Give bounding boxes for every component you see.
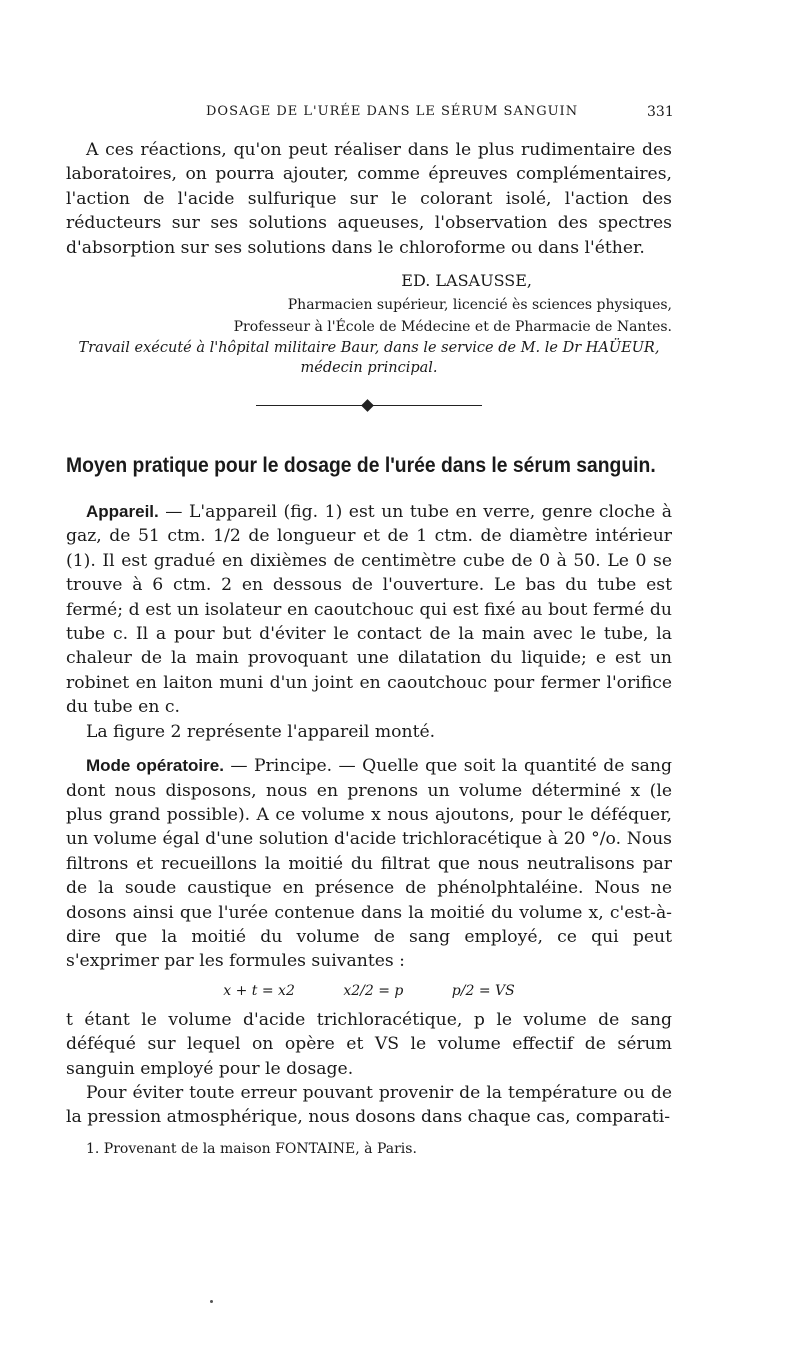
page-body	[66, 138, 672, 1130]
section-divider	[256, 400, 482, 412]
definition-paragraph: t étant le volume d'acide trichloracétique, p le volume de sang déféqué sur lequel on opère et VS le volume effectif de sérum sanguin employé pour le dosage.	[66, 1009, 672, 1079]
footnote: 1. Provenant de la maison FONTAINE, à Paris.	[86, 1141, 417, 1157]
print-speck	[210, 1300, 213, 1303]
figure-reference: La figure 2 représente l'appareil monté.	[86, 721, 436, 742]
formula-row	[66, 974, 672, 1008]
author-title-1: Pharmacien supérieur, licencié ès sciences physiques,	[287, 297, 672, 314]
apparatus-heading: Appareil.	[86, 502, 159, 522]
work-note: Travail exécuté à l'hôpital militaire Baur, dans le service de M. le Dr HAÜEUR, médecin principal.	[78, 340, 660, 377]
article-title: Moyen pratique pour le dosage de l'urée dans le sérum sanguin.	[66, 454, 656, 478]
procedure-paragraph	[66, 754, 672, 974]
apparatus-text: — L'appareil (fig. 1) est un tube en verre, genre cloche à gaz, de 51 ctm. 1/2 de longueur et de 1 ctm. de diamètre intérieur (1). Il est gradué en dixièmes de centimètre cube de 0 à 50. Le 0 se trouve à 6 ctm. 2 en dessous de l'ouverture. Le bas du tube est fermé; d est un isolateur en caoutchouc qui est fixé au bout fermé du tube c. Il a pour but d'éviter le contact de la main avec le tube, la chaleur de la main provoquant une dilatation du liquide; e est un robinet en laiton muni d'un joint en caoutchouc pour fermer l'orifice du tube en c.	[66, 502, 672, 718]
signature-block	[66, 268, 672, 338]
author-title-2: Professeur à l'École de Médecine et de Pharmacie de Nantes.	[233, 319, 672, 336]
running-title: DOSAGE DE L'URÉE DANS LE SÉRUM SANGUIN	[206, 104, 579, 119]
author-name: ED. LASAUSSE,	[401, 271, 532, 291]
formula-2: x2/2 = p	[343, 982, 404, 999]
apparatus-paragraph	[66, 500, 672, 720]
procedure-text: — Principe. — Quelle que soit la quantité de sang dont nous disposons, nous en prenons un volume déterminé x (le plus grand possible). A ce volume x nous ajoutons, pour le déféquer, un volume égal d'une solution d'acide trichloracétique à 20 °/o. Nous filtrons et recueillons la moitié du filtrat que nous neutralisons par de la soude caustique en présence de phénolphtaléine. Nous ne dosons ainsi que l'urée contenue dans la moitié du volume x, c'est-à-dire que la moitié du volume de sang employé, ce qui peut s'exprimer par les formules suivantes :	[66, 756, 672, 972]
procedure-heading: Mode opératoire.	[86, 756, 224, 776]
formula-3: p/2 = VS	[451, 982, 515, 999]
formula-1: x + t = x2	[223, 982, 295, 999]
continuation-paragraph: Pour éviter toute erreur pouvant provenir de la température ou de la pression atmosphérique, nous dosons dans chaque cas, comparati-	[66, 1082, 672, 1128]
page-number: 331	[647, 104, 674, 120]
intro-paragraph: A ces réactions, qu'on peut réaliser dans le plus rudimentaire des laboratoires, on pourra ajouter, comme épreuves complémentaires, l'action de l'acide sulfurique sur le colorant isolé, l'action des réducteurs sur ses solutions aqueuses, l'observation des spectres d'absorption sur ses solutions dans le chloroforme ou dans l'éther.	[66, 140, 672, 258]
divider-diamond-icon	[361, 399, 374, 412]
